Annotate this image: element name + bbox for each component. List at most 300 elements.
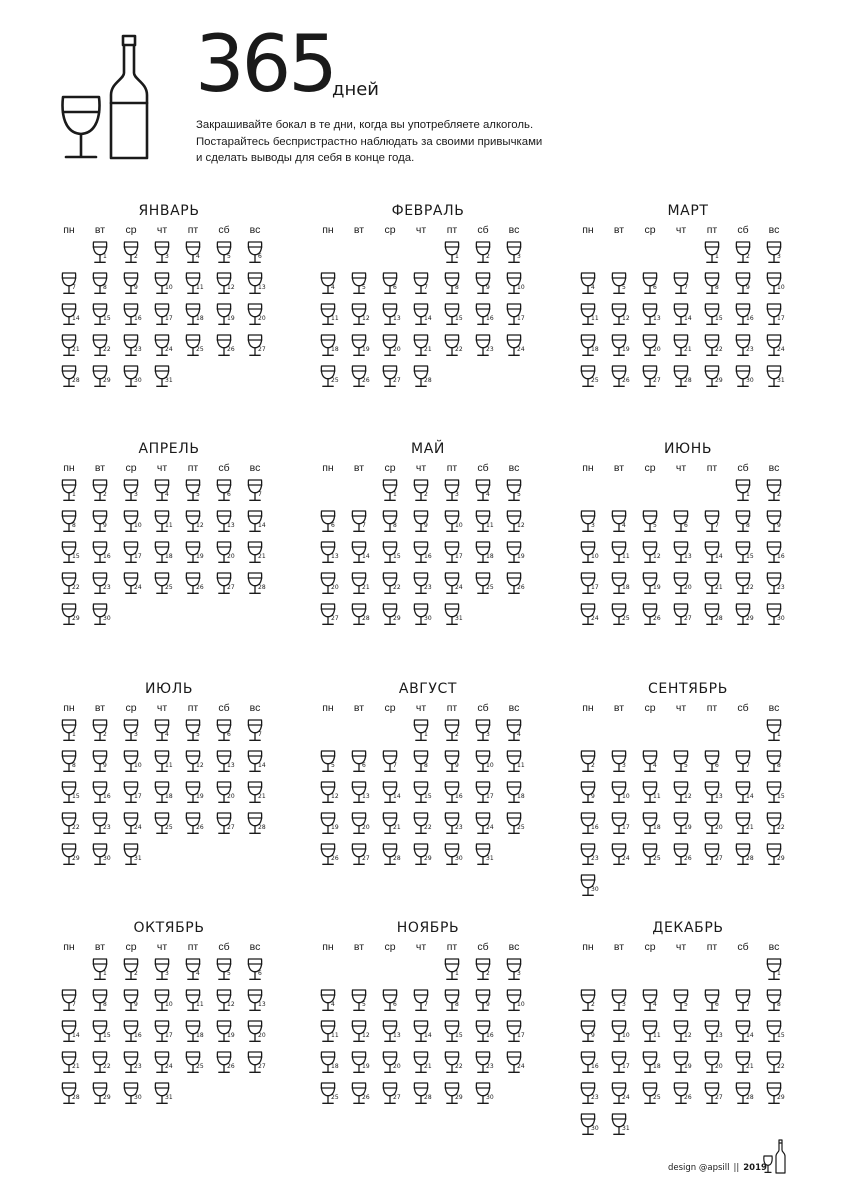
day-glass[interactable]	[611, 334, 633, 360]
day-glass[interactable]	[444, 603, 466, 629]
day-glass[interactable]	[735, 812, 757, 838]
day-glass[interactable]	[673, 541, 695, 567]
day-glass[interactable]	[735, 843, 757, 869]
day-glass[interactable]	[642, 272, 664, 298]
day-glass[interactable]	[642, 541, 664, 567]
day-glass[interactable]	[216, 303, 238, 329]
day-glass[interactable]	[475, 1082, 497, 1108]
day-glass[interactable]	[735, 541, 757, 567]
day-glass[interactable]	[247, 958, 269, 984]
day-glass[interactable]	[185, 541, 207, 567]
day-glass[interactable]	[382, 781, 404, 807]
day-glass[interactable]	[123, 241, 145, 267]
day-glass[interactable]	[123, 541, 145, 567]
day-glass[interactable]	[704, 1020, 726, 1046]
day-glass[interactable]	[766, 781, 788, 807]
day-glass[interactable]	[475, 334, 497, 360]
day-glass[interactable]	[216, 541, 238, 567]
day-glass[interactable]	[413, 719, 435, 745]
day-glass[interactable]	[611, 843, 633, 869]
day-glass[interactable]	[413, 365, 435, 391]
day-glass[interactable]	[580, 750, 602, 776]
day-glass[interactable]	[766, 541, 788, 567]
day-glass[interactable]	[444, 272, 466, 298]
day-glass[interactable]	[580, 1051, 602, 1077]
day-glass[interactable]	[92, 781, 114, 807]
day-glass[interactable]	[154, 334, 176, 360]
day-glass[interactable]	[642, 510, 664, 536]
day-glass[interactable]	[413, 272, 435, 298]
day-glass[interactable]	[673, 750, 695, 776]
day-glass[interactable]	[123, 812, 145, 838]
day-glass[interactable]	[766, 719, 788, 745]
day-glass[interactable]	[92, 541, 114, 567]
day-glass[interactable]	[247, 510, 269, 536]
day-glass[interactable]	[185, 334, 207, 360]
day-glass[interactable]	[320, 1020, 342, 1046]
day-glass[interactable]	[766, 1020, 788, 1046]
day-glass[interactable]	[413, 334, 435, 360]
day-glass[interactable]	[154, 719, 176, 745]
day-glass[interactable]	[92, 303, 114, 329]
day-glass[interactable]	[704, 541, 726, 567]
day-glass[interactable]	[413, 843, 435, 869]
day-glass[interactable]	[673, 572, 695, 598]
day-glass[interactable]	[92, 572, 114, 598]
day-glass[interactable]	[123, 843, 145, 869]
day-glass[interactable]	[475, 719, 497, 745]
day-glass[interactable]	[475, 241, 497, 267]
day-glass[interactable]	[673, 1051, 695, 1077]
day-glass[interactable]	[413, 1082, 435, 1108]
day-glass[interactable]	[382, 1051, 404, 1077]
day-glass[interactable]	[123, 510, 145, 536]
day-glass[interactable]	[642, 989, 664, 1015]
day-glass[interactable]	[382, 812, 404, 838]
day-glass[interactable]	[382, 843, 404, 869]
day-glass[interactable]	[185, 719, 207, 745]
day-glass[interactable]	[216, 719, 238, 745]
day-glass[interactable]	[351, 603, 373, 629]
day-glass[interactable]	[61, 1051, 83, 1077]
day-glass[interactable]	[61, 1020, 83, 1046]
day-glass[interactable]	[673, 303, 695, 329]
day-glass[interactable]	[351, 750, 373, 776]
day-glass[interactable]	[475, 479, 497, 505]
day-glass[interactable]	[320, 541, 342, 567]
day-glass[interactable]	[444, 812, 466, 838]
day-glass[interactable]	[185, 1051, 207, 1077]
day-glass[interactable]	[611, 603, 633, 629]
day-glass[interactable]	[611, 541, 633, 567]
day-glass[interactable]	[704, 334, 726, 360]
day-glass[interactable]	[154, 750, 176, 776]
day-glass[interactable]	[382, 303, 404, 329]
day-glass[interactable]	[320, 1051, 342, 1077]
day-glass[interactable]	[123, 272, 145, 298]
day-glass[interactable]	[154, 781, 176, 807]
day-glass[interactable]	[580, 572, 602, 598]
day-glass[interactable]	[580, 334, 602, 360]
day-glass[interactable]	[506, 303, 528, 329]
day-glass[interactable]	[475, 303, 497, 329]
day-glass[interactable]	[216, 1020, 238, 1046]
day-glass[interactable]	[123, 303, 145, 329]
day-glass[interactable]	[320, 572, 342, 598]
day-glass[interactable]	[382, 603, 404, 629]
day-glass[interactable]	[351, 541, 373, 567]
day-glass[interactable]	[216, 958, 238, 984]
day-glass[interactable]	[185, 272, 207, 298]
day-glass[interactable]	[735, 303, 757, 329]
day-glass[interactable]	[185, 750, 207, 776]
day-glass[interactable]	[642, 1020, 664, 1046]
day-glass[interactable]	[351, 843, 373, 869]
day-glass[interactable]	[92, 272, 114, 298]
day-glass[interactable]	[61, 479, 83, 505]
day-glass[interactable]	[320, 843, 342, 869]
day-glass[interactable]	[673, 603, 695, 629]
day-glass[interactable]	[247, 334, 269, 360]
day-glass[interactable]	[61, 334, 83, 360]
day-glass[interactable]	[444, 750, 466, 776]
day-glass[interactable]	[611, 303, 633, 329]
day-glass[interactable]	[185, 812, 207, 838]
day-glass[interactable]	[766, 479, 788, 505]
day-glass[interactable]	[351, 989, 373, 1015]
day-glass[interactable]	[506, 750, 528, 776]
day-glass[interactable]	[580, 510, 602, 536]
day-glass[interactable]	[154, 241, 176, 267]
day-glass[interactable]	[413, 989, 435, 1015]
day-glass[interactable]	[735, 365, 757, 391]
day-glass[interactable]	[185, 572, 207, 598]
day-glass[interactable]	[154, 365, 176, 391]
day-glass[interactable]	[92, 812, 114, 838]
day-glass[interactable]	[382, 510, 404, 536]
day-glass[interactable]	[320, 272, 342, 298]
day-glass[interactable]	[735, 241, 757, 267]
day-glass[interactable]	[61, 272, 83, 298]
day-glass[interactable]	[351, 365, 373, 391]
day-glass[interactable]	[506, 719, 528, 745]
day-glass[interactable]	[506, 572, 528, 598]
day-glass[interactable]	[61, 812, 83, 838]
day-glass[interactable]	[92, 750, 114, 776]
day-glass[interactable]	[382, 1082, 404, 1108]
day-glass[interactable]	[444, 989, 466, 1015]
day-glass[interactable]	[580, 303, 602, 329]
day-glass[interactable]	[154, 1020, 176, 1046]
day-glass[interactable]	[642, 365, 664, 391]
day-glass[interactable]	[642, 1051, 664, 1077]
day-glass[interactable]	[123, 365, 145, 391]
day-glass[interactable]	[611, 510, 633, 536]
day-glass[interactable]	[766, 958, 788, 984]
day-glass[interactable]	[735, 572, 757, 598]
day-glass[interactable]	[735, 272, 757, 298]
day-glass[interactable]	[154, 572, 176, 598]
day-glass[interactable]	[92, 843, 114, 869]
day-glass[interactable]	[766, 241, 788, 267]
day-glass[interactable]	[351, 1082, 373, 1108]
day-glass[interactable]	[185, 958, 207, 984]
day-glass[interactable]	[92, 1020, 114, 1046]
day-glass[interactable]	[642, 334, 664, 360]
day-glass[interactable]	[123, 334, 145, 360]
day-glass[interactable]	[611, 750, 633, 776]
day-glass[interactable]	[506, 781, 528, 807]
day-glass[interactable]	[92, 1082, 114, 1108]
day-glass[interactable]	[154, 989, 176, 1015]
day-glass[interactable]	[611, 812, 633, 838]
day-glass[interactable]	[413, 1020, 435, 1046]
day-glass[interactable]	[704, 781, 726, 807]
day-glass[interactable]	[475, 510, 497, 536]
day-glass[interactable]	[413, 303, 435, 329]
day-glass[interactable]	[247, 719, 269, 745]
day-glass[interactable]	[413, 1051, 435, 1077]
day-glass[interactable]	[735, 479, 757, 505]
day-glass[interactable]	[673, 1020, 695, 1046]
day-glass[interactable]	[642, 843, 664, 869]
day-glass[interactable]	[735, 1051, 757, 1077]
day-glass[interactable]	[123, 989, 145, 1015]
day-glass[interactable]	[642, 603, 664, 629]
day-glass[interactable]	[475, 572, 497, 598]
day-glass[interactable]	[506, 334, 528, 360]
day-glass[interactable]	[444, 1082, 466, 1108]
day-glass[interactable]	[247, 1020, 269, 1046]
day-glass[interactable]	[704, 572, 726, 598]
day-glass[interactable]	[61, 1082, 83, 1108]
day-glass[interactable]	[413, 812, 435, 838]
day-glass[interactable]	[766, 812, 788, 838]
day-glass[interactable]	[611, 1082, 633, 1108]
day-glass[interactable]	[580, 365, 602, 391]
day-glass[interactable]	[506, 510, 528, 536]
day-glass[interactable]	[704, 241, 726, 267]
day-glass[interactable]	[351, 510, 373, 536]
day-glass[interactable]	[92, 241, 114, 267]
day-glass[interactable]	[506, 958, 528, 984]
day-glass[interactable]	[580, 874, 602, 900]
day-glass[interactable]	[673, 365, 695, 391]
day-glass[interactable]	[580, 1082, 602, 1108]
day-glass[interactable]	[185, 989, 207, 1015]
day-glass[interactable]	[216, 989, 238, 1015]
day-glass[interactable]	[704, 843, 726, 869]
day-glass[interactable]	[351, 812, 373, 838]
day-glass[interactable]	[92, 479, 114, 505]
day-glass[interactable]	[766, 843, 788, 869]
day-glass[interactable]	[123, 479, 145, 505]
day-glass[interactable]	[154, 510, 176, 536]
day-glass[interactable]	[475, 989, 497, 1015]
day-glass[interactable]	[735, 989, 757, 1015]
day-glass[interactable]	[216, 510, 238, 536]
day-glass[interactable]	[673, 510, 695, 536]
day-glass[interactable]	[580, 272, 602, 298]
day-glass[interactable]	[61, 989, 83, 1015]
day-glass[interactable]	[475, 1051, 497, 1077]
day-glass[interactable]	[642, 750, 664, 776]
day-glass[interactable]	[413, 781, 435, 807]
day-glass[interactable]	[320, 603, 342, 629]
day-glass[interactable]	[351, 334, 373, 360]
day-glass[interactable]	[61, 510, 83, 536]
day-glass[interactable]	[642, 812, 664, 838]
day-glass[interactable]	[92, 510, 114, 536]
day-glass[interactable]	[735, 603, 757, 629]
day-glass[interactable]	[154, 958, 176, 984]
day-glass[interactable]	[506, 812, 528, 838]
day-glass[interactable]	[766, 272, 788, 298]
day-glass[interactable]	[154, 479, 176, 505]
day-glass[interactable]	[704, 812, 726, 838]
day-glass[interactable]	[61, 303, 83, 329]
day-glass[interactable]	[320, 812, 342, 838]
day-glass[interactable]	[475, 541, 497, 567]
day-glass[interactable]	[580, 603, 602, 629]
day-glass[interactable]	[216, 812, 238, 838]
day-glass[interactable]	[506, 989, 528, 1015]
day-glass[interactable]	[580, 781, 602, 807]
day-glass[interactable]	[351, 781, 373, 807]
day-glass[interactable]	[247, 781, 269, 807]
day-glass[interactable]	[444, 958, 466, 984]
day-glass[interactable]	[704, 989, 726, 1015]
day-glass[interactable]	[413, 510, 435, 536]
day-glass[interactable]	[320, 1082, 342, 1108]
day-glass[interactable]	[61, 365, 83, 391]
day-glass[interactable]	[61, 843, 83, 869]
day-glass[interactable]	[580, 812, 602, 838]
day-glass[interactable]	[247, 1051, 269, 1077]
day-glass[interactable]	[735, 1020, 757, 1046]
day-glass[interactable]	[154, 272, 176, 298]
day-glass[interactable]	[216, 781, 238, 807]
day-glass[interactable]	[673, 272, 695, 298]
day-glass[interactable]	[642, 303, 664, 329]
day-glass[interactable]	[247, 989, 269, 1015]
day-glass[interactable]	[382, 750, 404, 776]
day-glass[interactable]	[123, 1051, 145, 1077]
day-glass[interactable]	[382, 479, 404, 505]
day-glass[interactable]	[247, 241, 269, 267]
day-glass[interactable]	[92, 958, 114, 984]
day-glass[interactable]	[320, 334, 342, 360]
day-glass[interactable]	[704, 750, 726, 776]
day-glass[interactable]	[154, 1082, 176, 1108]
day-glass[interactable]	[247, 812, 269, 838]
day-glass[interactable]	[320, 510, 342, 536]
day-glass[interactable]	[444, 241, 466, 267]
day-glass[interactable]	[61, 750, 83, 776]
day-glass[interactable]	[735, 1082, 757, 1108]
day-glass[interactable]	[735, 510, 757, 536]
day-glass[interactable]	[92, 989, 114, 1015]
day-glass[interactable]	[61, 603, 83, 629]
day-glass[interactable]	[123, 958, 145, 984]
day-glass[interactable]	[704, 1082, 726, 1108]
day-glass[interactable]	[506, 241, 528, 267]
day-glass[interactable]	[580, 989, 602, 1015]
day-glass[interactable]	[580, 541, 602, 567]
day-glass[interactable]	[475, 272, 497, 298]
day-glass[interactable]	[766, 303, 788, 329]
day-glass[interactable]	[123, 719, 145, 745]
day-glass[interactable]	[185, 1020, 207, 1046]
day-glass[interactable]	[123, 781, 145, 807]
day-glass[interactable]	[704, 1051, 726, 1077]
day-glass[interactable]	[506, 1051, 528, 1077]
day-glass[interactable]	[351, 272, 373, 298]
day-glass[interactable]	[216, 272, 238, 298]
day-glass[interactable]	[154, 303, 176, 329]
day-glass[interactable]	[506, 541, 528, 567]
day-glass[interactable]	[216, 572, 238, 598]
day-glass[interactable]	[320, 989, 342, 1015]
day-glass[interactable]	[611, 272, 633, 298]
day-glass[interactable]	[413, 603, 435, 629]
day-glass[interactable]	[185, 510, 207, 536]
day-glass[interactable]	[185, 781, 207, 807]
day-glass[interactable]	[185, 479, 207, 505]
day-glass[interactable]	[92, 1051, 114, 1077]
day-glass[interactable]	[673, 989, 695, 1015]
day-glass[interactable]	[247, 303, 269, 329]
day-glass[interactable]	[351, 1020, 373, 1046]
day-glass[interactable]	[506, 479, 528, 505]
day-glass[interactable]	[61, 781, 83, 807]
day-glass[interactable]	[216, 334, 238, 360]
day-glass[interactable]	[475, 843, 497, 869]
day-glass[interactable]	[92, 603, 114, 629]
day-glass[interactable]	[475, 750, 497, 776]
day-glass[interactable]	[444, 843, 466, 869]
day-glass[interactable]	[444, 510, 466, 536]
day-glass[interactable]	[247, 272, 269, 298]
day-glass[interactable]	[351, 1051, 373, 1077]
day-glass[interactable]	[475, 958, 497, 984]
day-glass[interactable]	[413, 750, 435, 776]
day-glass[interactable]	[704, 272, 726, 298]
day-glass[interactable]	[61, 541, 83, 567]
day-glass[interactable]	[185, 303, 207, 329]
day-glass[interactable]	[320, 781, 342, 807]
day-glass[interactable]	[123, 1082, 145, 1108]
day-glass[interactable]	[642, 1082, 664, 1108]
day-glass[interactable]	[382, 572, 404, 598]
day-glass[interactable]	[382, 272, 404, 298]
day-glass[interactable]	[92, 719, 114, 745]
day-glass[interactable]	[154, 1051, 176, 1077]
day-glass[interactable]	[154, 812, 176, 838]
day-glass[interactable]	[444, 479, 466, 505]
day-glass[interactable]	[506, 1020, 528, 1046]
day-glass[interactable]	[351, 303, 373, 329]
day-glass[interactable]	[766, 572, 788, 598]
day-glass[interactable]	[216, 750, 238, 776]
day-glass[interactable]	[766, 510, 788, 536]
day-glass[interactable]	[766, 603, 788, 629]
day-glass[interactable]	[580, 843, 602, 869]
day-glass[interactable]	[444, 541, 466, 567]
day-glass[interactable]	[673, 812, 695, 838]
day-glass[interactable]	[673, 334, 695, 360]
day-glass[interactable]	[580, 1020, 602, 1046]
